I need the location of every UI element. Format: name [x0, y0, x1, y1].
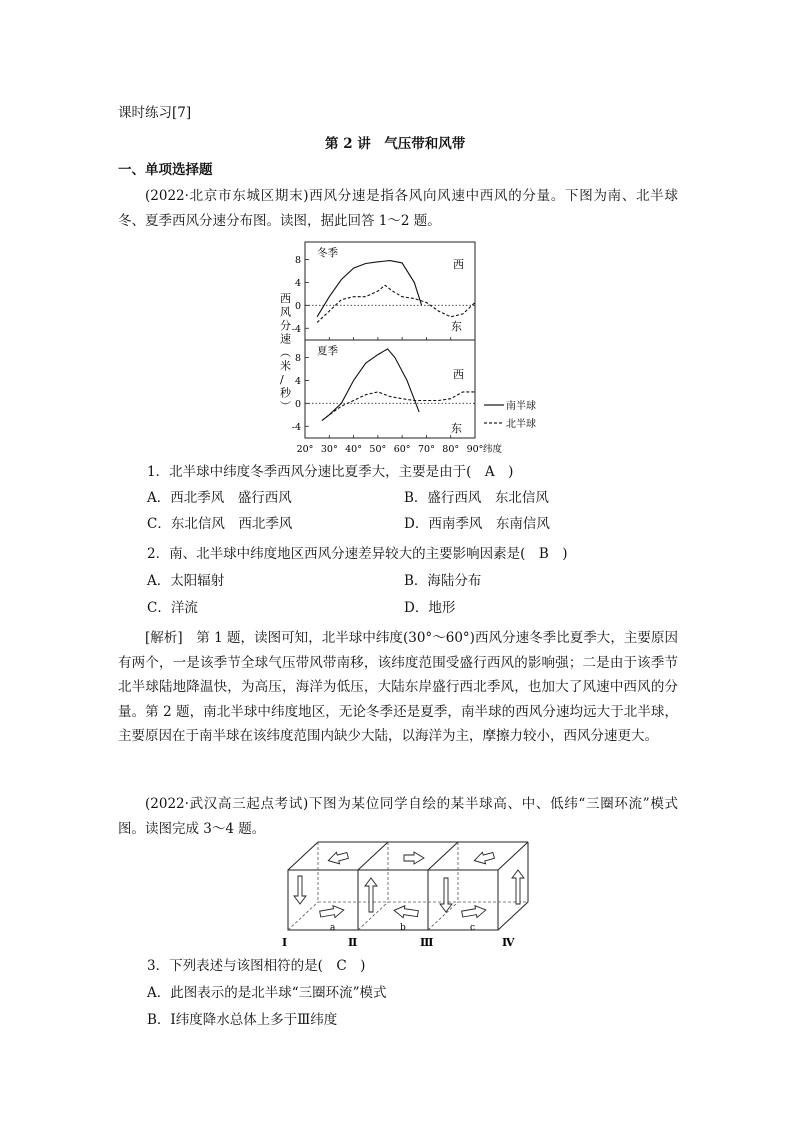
cell-label-c: c — [470, 923, 476, 933]
summer-west-label: 西 — [453, 368, 464, 381]
latitude-label-1: Ⅰ — [282, 936, 288, 949]
q3-stem: 3．下列表述与该图相符的是( C ) — [147, 958, 366, 974]
westerly-component-chart — [270, 240, 536, 460]
q1-option-c: C．东北信风 西北季风 — [147, 516, 293, 532]
q2-option-b: B．海陆分布 — [404, 573, 482, 589]
x-tick-label: 90° — [466, 444, 484, 455]
winter-east-label: 东 — [451, 320, 462, 333]
x-tick-label: 40° — [345, 444, 362, 455]
q2-stem: 2．南、北半球中纬度地区西风分速差异较大的主要影响因素是( B ) — [147, 546, 568, 562]
arrow-top-2 — [404, 852, 424, 864]
y-axis-label — [280, 292, 292, 413]
arrow-top-1 — [327, 850, 349, 867]
x-tick-label: 20° — [296, 444, 314, 455]
lecture-title: 第 2 讲 气压带和风带 — [325, 136, 466, 152]
winter-y-tick-label: -4 — [291, 323, 301, 335]
three-cell-circulation-diagram — [276, 838, 546, 953]
q3-option-a: A．此图表示的是北半球“三圈环流”模式 — [147, 985, 387, 1001]
chart-legend — [484, 399, 536, 430]
q2-option-c: C．洋流 — [147, 600, 198, 616]
section-title: 一、单项选择题 — [118, 162, 213, 178]
summer-y-tick-label: 8 — [294, 352, 301, 364]
summer-y-tick-label: -4 — [291, 421, 301, 433]
arrow-top-3 — [473, 850, 495, 867]
q1-option-d: D．西南季风 东南信风 — [404, 516, 550, 532]
x-axis-label: 纬度 — [483, 444, 503, 455]
cell-label-b: b — [400, 923, 406, 933]
x-tick-label: 50° — [369, 444, 387, 455]
arrow-bottom-3 — [461, 904, 487, 920]
legend-north: 北半球 — [506, 419, 536, 430]
intro-paragraph-2: (2022·武汉高三起点考试)下图为某位同学自绘的某半球高、中、低纬“三圈环流”模式图。读图完成 3～4 题。 — [118, 796, 678, 837]
x-tick-label: 70° — [418, 444, 435, 455]
q2-option-d: D．地形 — [404, 600, 456, 616]
arrow-vertical-1 — [294, 876, 306, 904]
summer-panel — [292, 344, 475, 438]
summer-east-label: 东 — [451, 422, 462, 435]
latitude-label-2: Ⅱ — [348, 936, 358, 949]
summer-panel-label: 夏季 — [317, 345, 338, 357]
winter-panel — [292, 246, 475, 340]
analysis-paragraph: [解析] 第 1 题，读图可知，北半球中纬度(30°～60°)西风分速冬季比夏季大，主要原因有两个，一是该季节全球气压带风带南移，该纬度范围受盛行西风的影响强；二是由于该季节北半球陆地降温快，为高压，海洋为低压，大陆东岸盛行西北季风，也加大了风速中西风的分量。第 2 题，南北半球中纬度地区，无论冬季还是夏季，南半球的西风分速均远大于北半球，主要原因在于南半球在该纬度范围内缺少大陆，以海洋为主，摩擦力较小，西风分速更大。 — [118, 630, 678, 744]
legend-south: 南半球 — [506, 401, 536, 412]
practice-label: 课时练习[7] — [118, 105, 192, 121]
arrow-bottom-1 — [319, 904, 345, 920]
summer-y-tick-label: 4 — [294, 375, 301, 387]
q2-option-a: A．太阳辐射 — [147, 573, 225, 589]
winter-y-tick-label: 8 — [294, 254, 301, 266]
x-tick-label: 60° — [393, 444, 411, 455]
arrow-vertical-4 — [512, 870, 524, 904]
winter-series-north — [317, 285, 475, 322]
arrow-vertical-2 — [365, 878, 377, 912]
x-tick-label: 80° — [442, 444, 460, 455]
winter-panel-label: 冬季 — [317, 247, 338, 259]
latitude-label-4: Ⅳ — [502, 936, 515, 949]
q1-option-a: A．西北季风 盛行西风 — [147, 490, 292, 506]
winter-y-tick-label: 4 — [294, 277, 301, 289]
q3-option-b: B．Ⅰ纬度降水总体上多于Ⅲ纬度 — [147, 1012, 338, 1028]
svg-text:西风分速︵米/秒︶: 西风分速︵米/秒︶ — [280, 292, 291, 413]
winter-west-label: 西 — [453, 258, 464, 271]
summer-y-tick-label: 0 — [294, 398, 301, 410]
winter-y-tick-label: 0 — [294, 300, 301, 312]
arrow-vertical-3 — [440, 878, 452, 912]
intro-paragraph-1: (2022·北京市东城区期末)西风分速是指各风向风速中西风的分量。下图为南、北半球冬、夏季西风分速分布图。读图，据此回答 1～2 题。 — [118, 188, 678, 229]
x-tick-label: 30° — [320, 444, 338, 455]
q1-option-b: B．盛行西风 东北信风 — [404, 490, 549, 506]
latitude-label-3: Ⅲ — [420, 936, 434, 949]
arrow-bottom-2 — [393, 904, 418, 919]
summer-series-south — [322, 349, 419, 421]
cell-label-a: a — [330, 923, 336, 933]
q1-stem: 1．北半球中纬度冬季西风分速比夏季大，主要是由于( A ) — [147, 464, 514, 480]
x-axis — [297, 443, 503, 455]
